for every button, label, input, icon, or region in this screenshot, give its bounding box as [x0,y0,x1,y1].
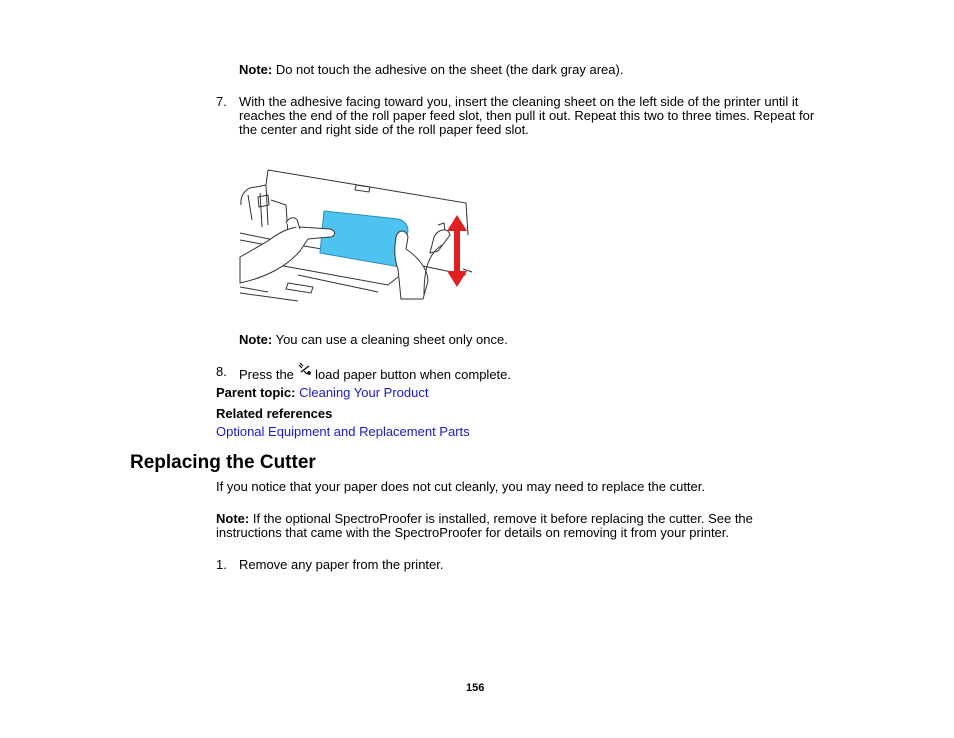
related-heading [216,407,332,421]
note-adhesive [239,63,623,77]
left-mechanism [241,185,268,225]
step-7-number: 7. [216,94,227,109]
step-7-text [239,95,814,137]
step-7-line: With the adhesive facing toward you, insert the cleaning sheet on the left side of the printer until it [239,94,799,109]
printer-slot-mark [355,185,370,192]
cleaning-sheet [320,211,408,267]
related-heading-text: Related references [216,406,333,421]
note-label: Note: [239,332,273,347]
step-8-before: Press the [239,367,298,382]
step-8-text [239,365,511,382]
note-single-use [239,333,508,347]
right-hand [395,231,428,299]
note-label: Note: [216,511,250,526]
note-text: Do not touch the adhesive on the sheet (the dark gray area). [272,62,624,77]
step-1-number: 1. [216,557,227,572]
step-8-after: load paper button when complete. [311,367,511,382]
note-line [216,512,753,526]
note-line: instructions that came with the SpectroProofer for details on removing it from your printer. [216,525,730,540]
parent-topic [216,386,428,400]
related-reference-link[interactable]: Optional Equipment and Replacement Parts [216,424,470,439]
left-hand [240,227,335,283]
page-number: 156 [466,682,485,694]
note-text: You can use a cleaning sheet only once. [272,332,508,347]
step-7-line: the center and right side of the roll paper feed slot. [239,122,529,137]
section-intro: If you notice that your paper does not cut cleanly, you may need to replace the cutter. [216,479,705,494]
step-7-line: reaches the end of the roll paper feed slot, then pull it out. Repeat this two to three times. Repeat for [239,108,815,123]
note-label: Note: [239,62,273,77]
step-1-text: Remove any paper from the printer. [239,557,444,572]
note-spectroproofer [216,512,753,540]
load-paper-icon [298,362,312,379]
section-title: Replacing the Cutter [130,452,316,473]
parent-topic-label: Parent topic: [216,385,296,400]
parent-topic-link[interactable]: Cleaning Your Product [299,385,429,400]
step-8-number: 8. [216,364,227,379]
cleaning-sheet-illustration [238,165,478,308]
note-text: If the optional SpectroProofer is installed, remove it before replacing the cutter. See the [249,511,753,526]
printer-feed-slot-drawing [238,165,478,305]
up-down-arrow-icon [447,215,467,287]
related-link-row [216,425,470,439]
